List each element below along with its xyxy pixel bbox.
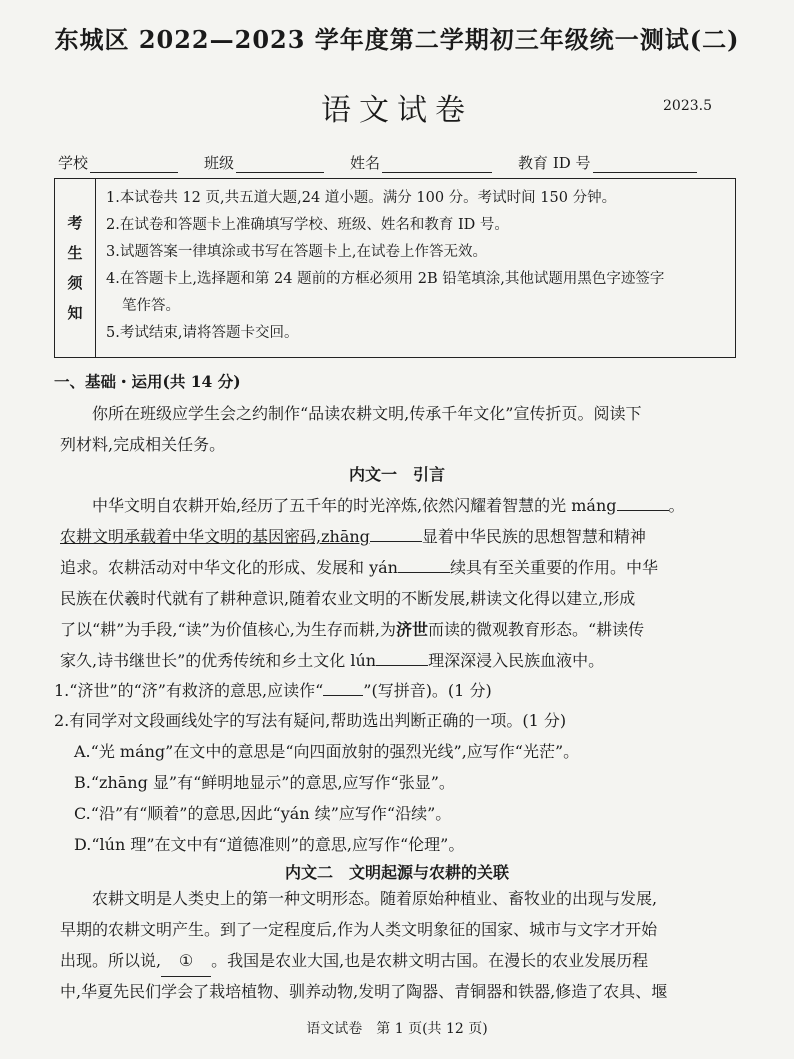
- option-b[interactable]: B.“zhāng 显”有“鲜明地显示”的意思,应写作“张显”。: [74, 773, 455, 792]
- page-footer: 语文试卷 第 1 页(共 12 页): [306, 1021, 488, 1037]
- question-2: 2.有同学对文段画线处字的写法有疑问,帮助选出判断正确的一项。(1 分): [54, 711, 567, 730]
- part2-heading: 内文二 文明起源与农耕的关联: [284, 863, 509, 882]
- school-label: 学校: [58, 154, 89, 172]
- part2-line: 中,华夏先民们学会了栽培植物、驯养动物,发明了陶器、青铜器和铁器,修造了农具、堰: [60, 982, 668, 1001]
- part2-line: 农耕文明是人类史上的第一种文明形态。随着原始种植业、畜牧业的出现与发展,: [92, 889, 658, 908]
- student-info-row: [58, 152, 738, 173]
- edu-id-blank[interactable]: [593, 156, 697, 173]
- answer-blank[interactable]: [370, 525, 422, 542]
- answer-blank[interactable]: [617, 494, 669, 511]
- part2-line: 早期的农耕文明产生。到了一定程度后,作为人类文明象征的国家、城市与文字才开始: [60, 920, 658, 939]
- notice-item: 4.在答题卡上,选择题和第 24 题前的方框必须用 2B 铅笔填涂,其他试题用黑色字迹签字: [106, 271, 665, 287]
- option-a[interactable]: A.“光 máng”在文中的意思是“向四面放射的强烈光线”,应写作“光茫”。: [74, 742, 580, 761]
- class-label: 班级: [204, 154, 235, 172]
- class-field[interactable]: [204, 152, 324, 173]
- option-c[interactable]: C.“沿”有“顺着”的意思,因此“yán 续”应写作“沿续”。: [74, 804, 452, 823]
- edu-id-label: 教育 ID 号: [518, 154, 591, 172]
- part1-line: 农耕文明承载着中华文明的基因密码,zhāng 显着中华民族的思想智慧和精神: [60, 527, 646, 546]
- exam-notice-box: [54, 178, 736, 358]
- circle-blank-1[interactable]: ①: [161, 945, 211, 977]
- part1-heading: 内文一 引言: [348, 465, 445, 484]
- part1-line: 中华文明自农耕开始,经历了五千年的时光淬炼,依然闪耀着智慧的光 máng 。: [92, 496, 685, 515]
- section-intro: 你所在班级应学生会之约制作“品读农耕文明,传承千年文化”宣传折页。阅读下: [92, 404, 642, 423]
- pinyin-blank[interactable]: [323, 679, 363, 696]
- part1-line: 追求。农耕活动对中华文化的形成、发展和 yán 续具有至关重要的作用。中华: [60, 558, 658, 577]
- notice-item: 3.试题答案一律填涂或书写在答题卡上,在试卷上作答无效。: [106, 244, 487, 260]
- notice-label: 考 生 须 知: [55, 179, 96, 357]
- school-field[interactable]: [58, 152, 178, 173]
- exam-title: 东城区 2022—2023 学年度第二学期初三年级统一测试(二): [54, 25, 740, 54]
- class-blank[interactable]: [236, 156, 324, 173]
- notice-item: 5.考试结束,请将答题卡交回。: [106, 325, 299, 341]
- exam-subtitle: 语文试卷: [321, 93, 473, 128]
- answer-blank[interactable]: [376, 649, 428, 666]
- name-blank[interactable]: [382, 156, 492, 173]
- part1-line: 民族在伏羲时代就有了耕种意识,随着农业文明的不断发展,耕读文化得以建立,形成: [60, 589, 636, 608]
- edu-id-field[interactable]: [518, 152, 697, 173]
- question-1: 1.“济世”的“济”有救济的意思,应读作“ ”(写拼音)。(1 分): [54, 681, 492, 700]
- notice-list: [96, 179, 735, 357]
- part2-line: 出现。所以说, ① 。我国是农业大国,也是农耕文明古国。在漫长的农业发展历程: [60, 945, 740, 977]
- section-title: 一、基础・运用(共 14 分): [54, 372, 241, 391]
- school-blank[interactable]: [90, 156, 178, 173]
- answer-blank[interactable]: [398, 556, 450, 573]
- option-d[interactable]: D.“lún 理”在文中有“道德准则”的意思,应写作“伦理”。: [74, 835, 465, 854]
- section-intro-cont: 列材料,完成相关任务。: [60, 435, 226, 454]
- part1-line: 了以“耕”为手段,“读”为价值核心,为生存而耕,为济世而读的微观教育形态。“耕读传: [60, 620, 645, 639]
- notice-item: 1.本试卷共 12 页,共五道大题,24 道小题。满分 100 分。考试时间 150 分钟。: [106, 190, 617, 206]
- name-field[interactable]: [350, 152, 492, 173]
- part1-line: 家久,诗书继世长”的优秀传统和乡土文化 lún 理深深浸入民族血液中。: [60, 651, 605, 670]
- notice-item: 2.在试卷和答题卡上准确填写学校、班级、姓名和教育 ID 号。: [106, 217, 509, 233]
- name-label: 姓名: [350, 154, 381, 172]
- notice-item: 笔作答。: [122, 298, 180, 314]
- exam-date: 2023.5: [663, 98, 712, 114]
